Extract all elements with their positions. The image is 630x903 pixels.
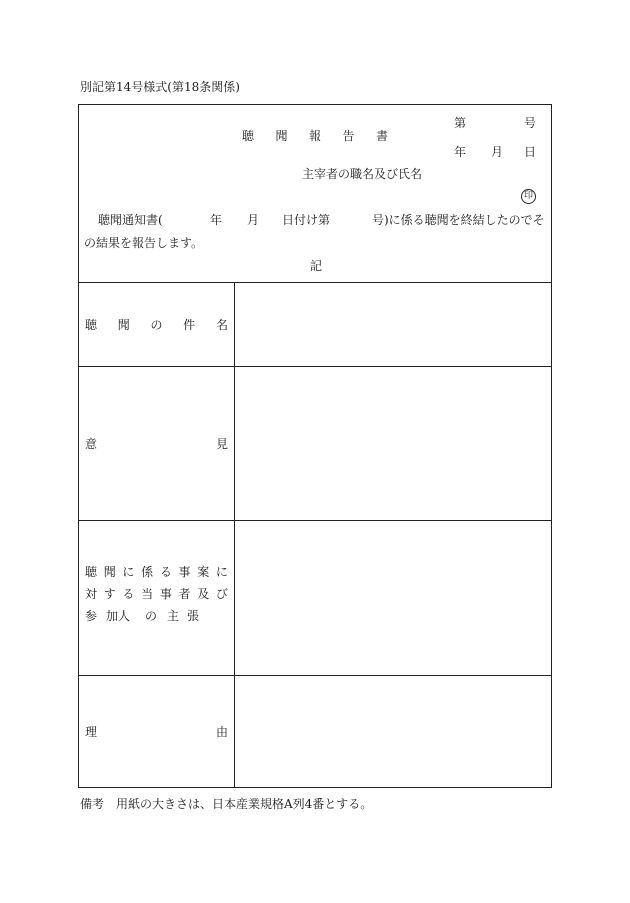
ki-label: 記	[310, 259, 323, 273]
row-label-claims-line2	[85, 587, 228, 601]
row-label-opinion	[85, 437, 228, 451]
row-label-case-name	[85, 318, 228, 332]
label-char: 案	[197, 565, 210, 579]
body-year: 年	[210, 213, 223, 227]
row-divider-4	[78, 675, 552, 676]
label-char: 事	[178, 565, 191, 579]
case-name-field[interactable]	[236, 284, 550, 364]
label-char: 聴	[85, 318, 98, 332]
title-char: 聴	[242, 129, 255, 143]
label-char: び	[215, 587, 228, 601]
opinion-field[interactable]	[236, 368, 550, 518]
body-notice: 聴聞通知書(	[98, 213, 163, 227]
title-char: 聞	[275, 129, 288, 143]
label-char: 加人	[106, 609, 131, 623]
label-char: 主	[167, 609, 180, 623]
form-number-label: 別記第14号様式(第18条関係)	[80, 80, 240, 94]
presider-label: 主宰者の職名及び氏名	[302, 167, 423, 181]
label-char: 係	[141, 565, 154, 579]
date-day: 日	[524, 145, 537, 159]
label-char: る	[159, 565, 172, 579]
title-char: 告	[342, 129, 355, 143]
label-char: 見	[215, 437, 228, 451]
label-char: す	[103, 587, 116, 601]
number-dai: 第	[454, 116, 467, 130]
body-dated: 日付け第	[282, 213, 331, 227]
title-char: 書	[375, 129, 388, 143]
label-char: 名	[215, 318, 228, 332]
label-char: 者	[178, 587, 191, 601]
footnote: 備考 用紙の大きさは、日本産業規格A列4番とする。	[80, 797, 373, 811]
row-divider-2	[78, 366, 552, 367]
reason-field[interactable]	[236, 677, 550, 786]
column-divider	[234, 282, 235, 788]
label-char: 聞	[103, 565, 116, 579]
label-char: 聴	[85, 565, 98, 579]
label-char: 件	[183, 318, 196, 332]
body-rest: 号)に係る聴聞を終結したのでそ	[372, 213, 545, 227]
label-char: 参	[85, 609, 98, 623]
title-char: 報	[308, 129, 321, 143]
row-label-reason	[85, 725, 228, 739]
report-title	[242, 129, 388, 143]
label-char: 及	[197, 587, 210, 601]
label-char: 対	[85, 587, 98, 601]
label-char: 聞	[117, 318, 130, 332]
label-char: 由	[215, 725, 228, 739]
label-char: 理	[85, 725, 98, 739]
date-month: 月	[491, 145, 504, 159]
row-label-claims-line1	[85, 565, 228, 579]
label-char: に	[215, 565, 228, 579]
claims-field[interactable]	[236, 522, 550, 673]
label-char: る	[122, 587, 135, 601]
label-char: 張	[187, 609, 200, 623]
label-char: 意	[85, 437, 98, 451]
row-divider-1	[78, 282, 552, 283]
body-line2: の結果を報告します。	[84, 236, 204, 250]
label-char: に	[122, 565, 135, 579]
label-char: の	[145, 609, 158, 623]
label-char: 事	[159, 587, 172, 601]
body-month: 月	[247, 213, 260, 227]
label-char: 当	[141, 587, 154, 601]
date-year: 年	[454, 145, 467, 159]
label-char: の	[150, 318, 163, 332]
number-go: 号	[524, 116, 537, 130]
row-divider-3	[78, 520, 552, 521]
seal-mark: 印	[521, 189, 536, 204]
